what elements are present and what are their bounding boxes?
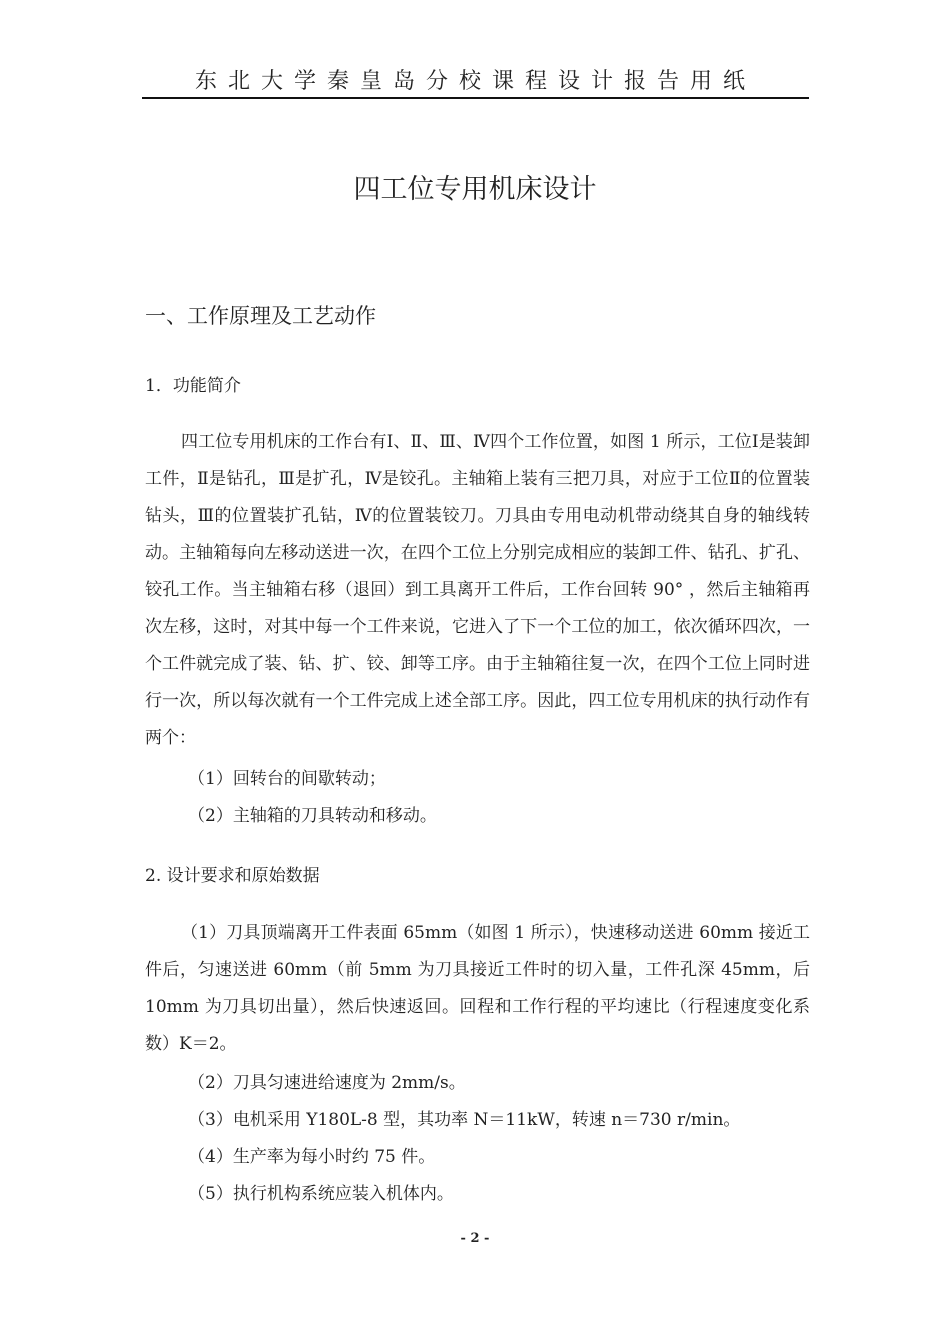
page-number: - 2 - bbox=[460, 1231, 490, 1246]
list-item: （1）回转台的间歇转动； bbox=[188, 769, 386, 789]
list-item: （2）刀具匀速进给速度为 2mm/s。 bbox=[188, 1073, 466, 1093]
list-item: （5）执行机构系统应装入机体内。 bbox=[188, 1184, 454, 1204]
list-item: （4）生产率为每小时约 75 件。 bbox=[188, 1147, 436, 1167]
list-item: （3）电机采用 Y180L-8 型，其功率 N＝11kW，转速 n＝730 r/min。 bbox=[188, 1110, 741, 1130]
subsection-heading-requirements: 2. 设计要求和原始数据 bbox=[145, 866, 320, 886]
function-paragraph: 四工位专用机床的工作台有Ⅰ、Ⅱ、Ⅲ、Ⅳ四个工作位置，如图 1 所示，工位Ⅰ是装卸工件，Ⅱ是钻孔，Ⅲ是扩孔，Ⅳ是铰孔。主轴箱上装有三把刀具，对应于工位Ⅱ的位置装钻头，Ⅲ的位置装扩孔钻，Ⅳ的位置装铰刀。刀具由专用电动机带动绕其自身的轴线转动。主轴箱每向左移动送进一次，在四个工位上分别完成相应的装卸工件、钻孔、扩孔、铰孔工作。当主轴箱右移（退回）到工具离开工件后，工作台回转 90° ，然后主轴箱再次左移，这时，对其中每一个工件来说，它进入了下一个工位的加工，依次循环四次，一个工件就完成了装、钻、扩、铰、卸等工序。由于主轴箱往复一次，在四个工位上同时进行一次，所以每次就有一个工件完成上述全部工序。因此，四工位专用机床的执行动作有两个： bbox=[145, 432, 810, 748]
requirements-paragraph: （1）刀具顶端离开工件表面 65mm（如图 1 所示），快速移动送进 60mm 接近工件后，匀速送进 60mm（前 5mm 为刀具接近工件时的切入量，工件孔深 45mm，后 10mm 为刀具切出量），然后快速返回。回程和工作行程的平均速比（行程速度变化系数）K＝2。 bbox=[145, 923, 810, 1054]
list-item: （2）主轴箱的刀具转动和移动。 bbox=[188, 806, 437, 826]
header-rule bbox=[142, 97, 809, 99]
subsection-heading-function: 1．功能简介 bbox=[145, 376, 241, 396]
page-header: 东北大学秦皇岛分校课程设计报告用纸 bbox=[194, 69, 756, 94]
section-heading: 一、工作原理及工艺动作 bbox=[145, 304, 376, 328]
document-title: 四工位专用机床设计 bbox=[353, 174, 597, 205]
